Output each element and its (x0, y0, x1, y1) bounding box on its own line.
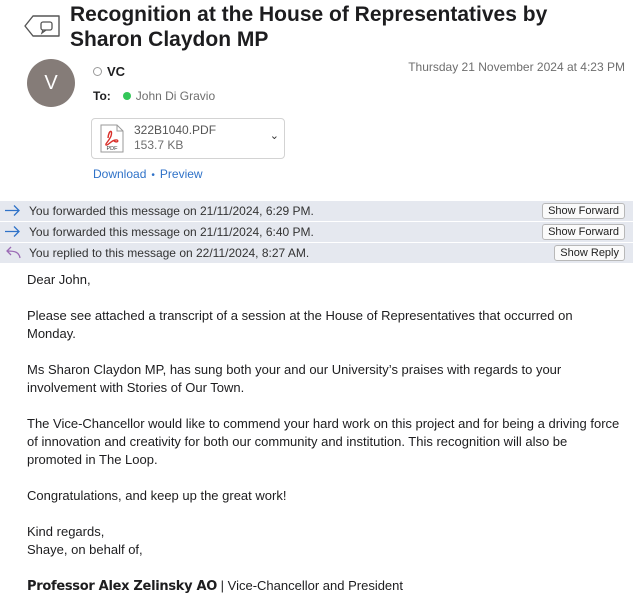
reply-arrow-icon (4, 246, 21, 259)
pdf-icon-label: PDF (106, 146, 118, 152)
email-date: Thursday 21 November 2024 at 4:23 PM (408, 60, 625, 74)
to-row (93, 89, 215, 103)
forward-banner (0, 222, 633, 243)
from-row (93, 64, 125, 79)
forward-arrow-icon (4, 225, 21, 238)
forward-banner-text: You forwarded this message on 21/11/2024, 6:40 PM. (29, 225, 314, 239)
email-signature (27, 577, 623, 596)
signature-title: | Vice-Chancellor and President (217, 578, 404, 593)
pdf-file-icon (100, 124, 124, 153)
reply-banner-text: You replied to this message on 22/11/2024, 8:27 AM. (29, 246, 310, 260)
body-paragraph: The Vice-Chancellor would like to commend your hard work on this project and for being a driving force of innovation and creativity for both our community and institution. This recognition will also be promoted in The Loop. (27, 416, 620, 467)
online-status-icon (123, 92, 131, 100)
email-subject: Recognition at the House of Representatives by Sharon Claydon MP (70, 3, 548, 51)
separator-dot: • (151, 170, 155, 181)
attachment-name: 322B1040.PDF (134, 123, 217, 137)
body-paragraph: Please see attached a transcript of a session at the House of Representatives that occurred on Monday. (27, 308, 573, 341)
show-forward-button[interactable]: Show Forward (542, 224, 625, 240)
recipient-name[interactable]: John Di Gravio (135, 89, 216, 103)
body-paragraph: Ms Sharon Claydon MP, has sung both your and our University’s praises with regards to your involvement with Stories of Our Town. (27, 362, 562, 395)
body-paragraph: Congratulations, and keep up the great work! (27, 488, 287, 503)
body-closing: Kind regards, (27, 524, 105, 539)
download-link[interactable]: Download (93, 167, 147, 181)
forward-banner-text: You forwarded this message on 21/11/2024, 6:29 PM. (29, 204, 314, 218)
body-greeting: Dear John, (27, 272, 91, 287)
forward-banner (0, 201, 633, 222)
attachment-actions (93, 167, 203, 181)
preview-link[interactable]: Preview (159, 167, 203, 181)
to-label: To: (93, 89, 111, 103)
show-reply-button[interactable]: Show Reply (554, 245, 625, 261)
forward-arrow-icon (4, 204, 21, 217)
sender-name[interactable]: VC (107, 64, 126, 79)
body-closing-on-behalf: Shaye, on behalf of, (27, 542, 143, 557)
show-forward-button[interactable]: Show Forward (542, 203, 625, 219)
signature-name: Professor Alex Zelinsky AO (27, 579, 218, 594)
sender-avatar[interactable]: V (27, 59, 75, 107)
chevron-down-icon[interactable]: ⌄ (269, 130, 279, 142)
reply-banner (0, 243, 633, 264)
email-body (27, 271, 623, 596)
tag-icon[interactable] (24, 14, 62, 38)
attachment-card[interactable] (91, 118, 285, 159)
attachment-size: 153.7 KB (134, 138, 184, 152)
status-ring-icon (93, 67, 102, 76)
